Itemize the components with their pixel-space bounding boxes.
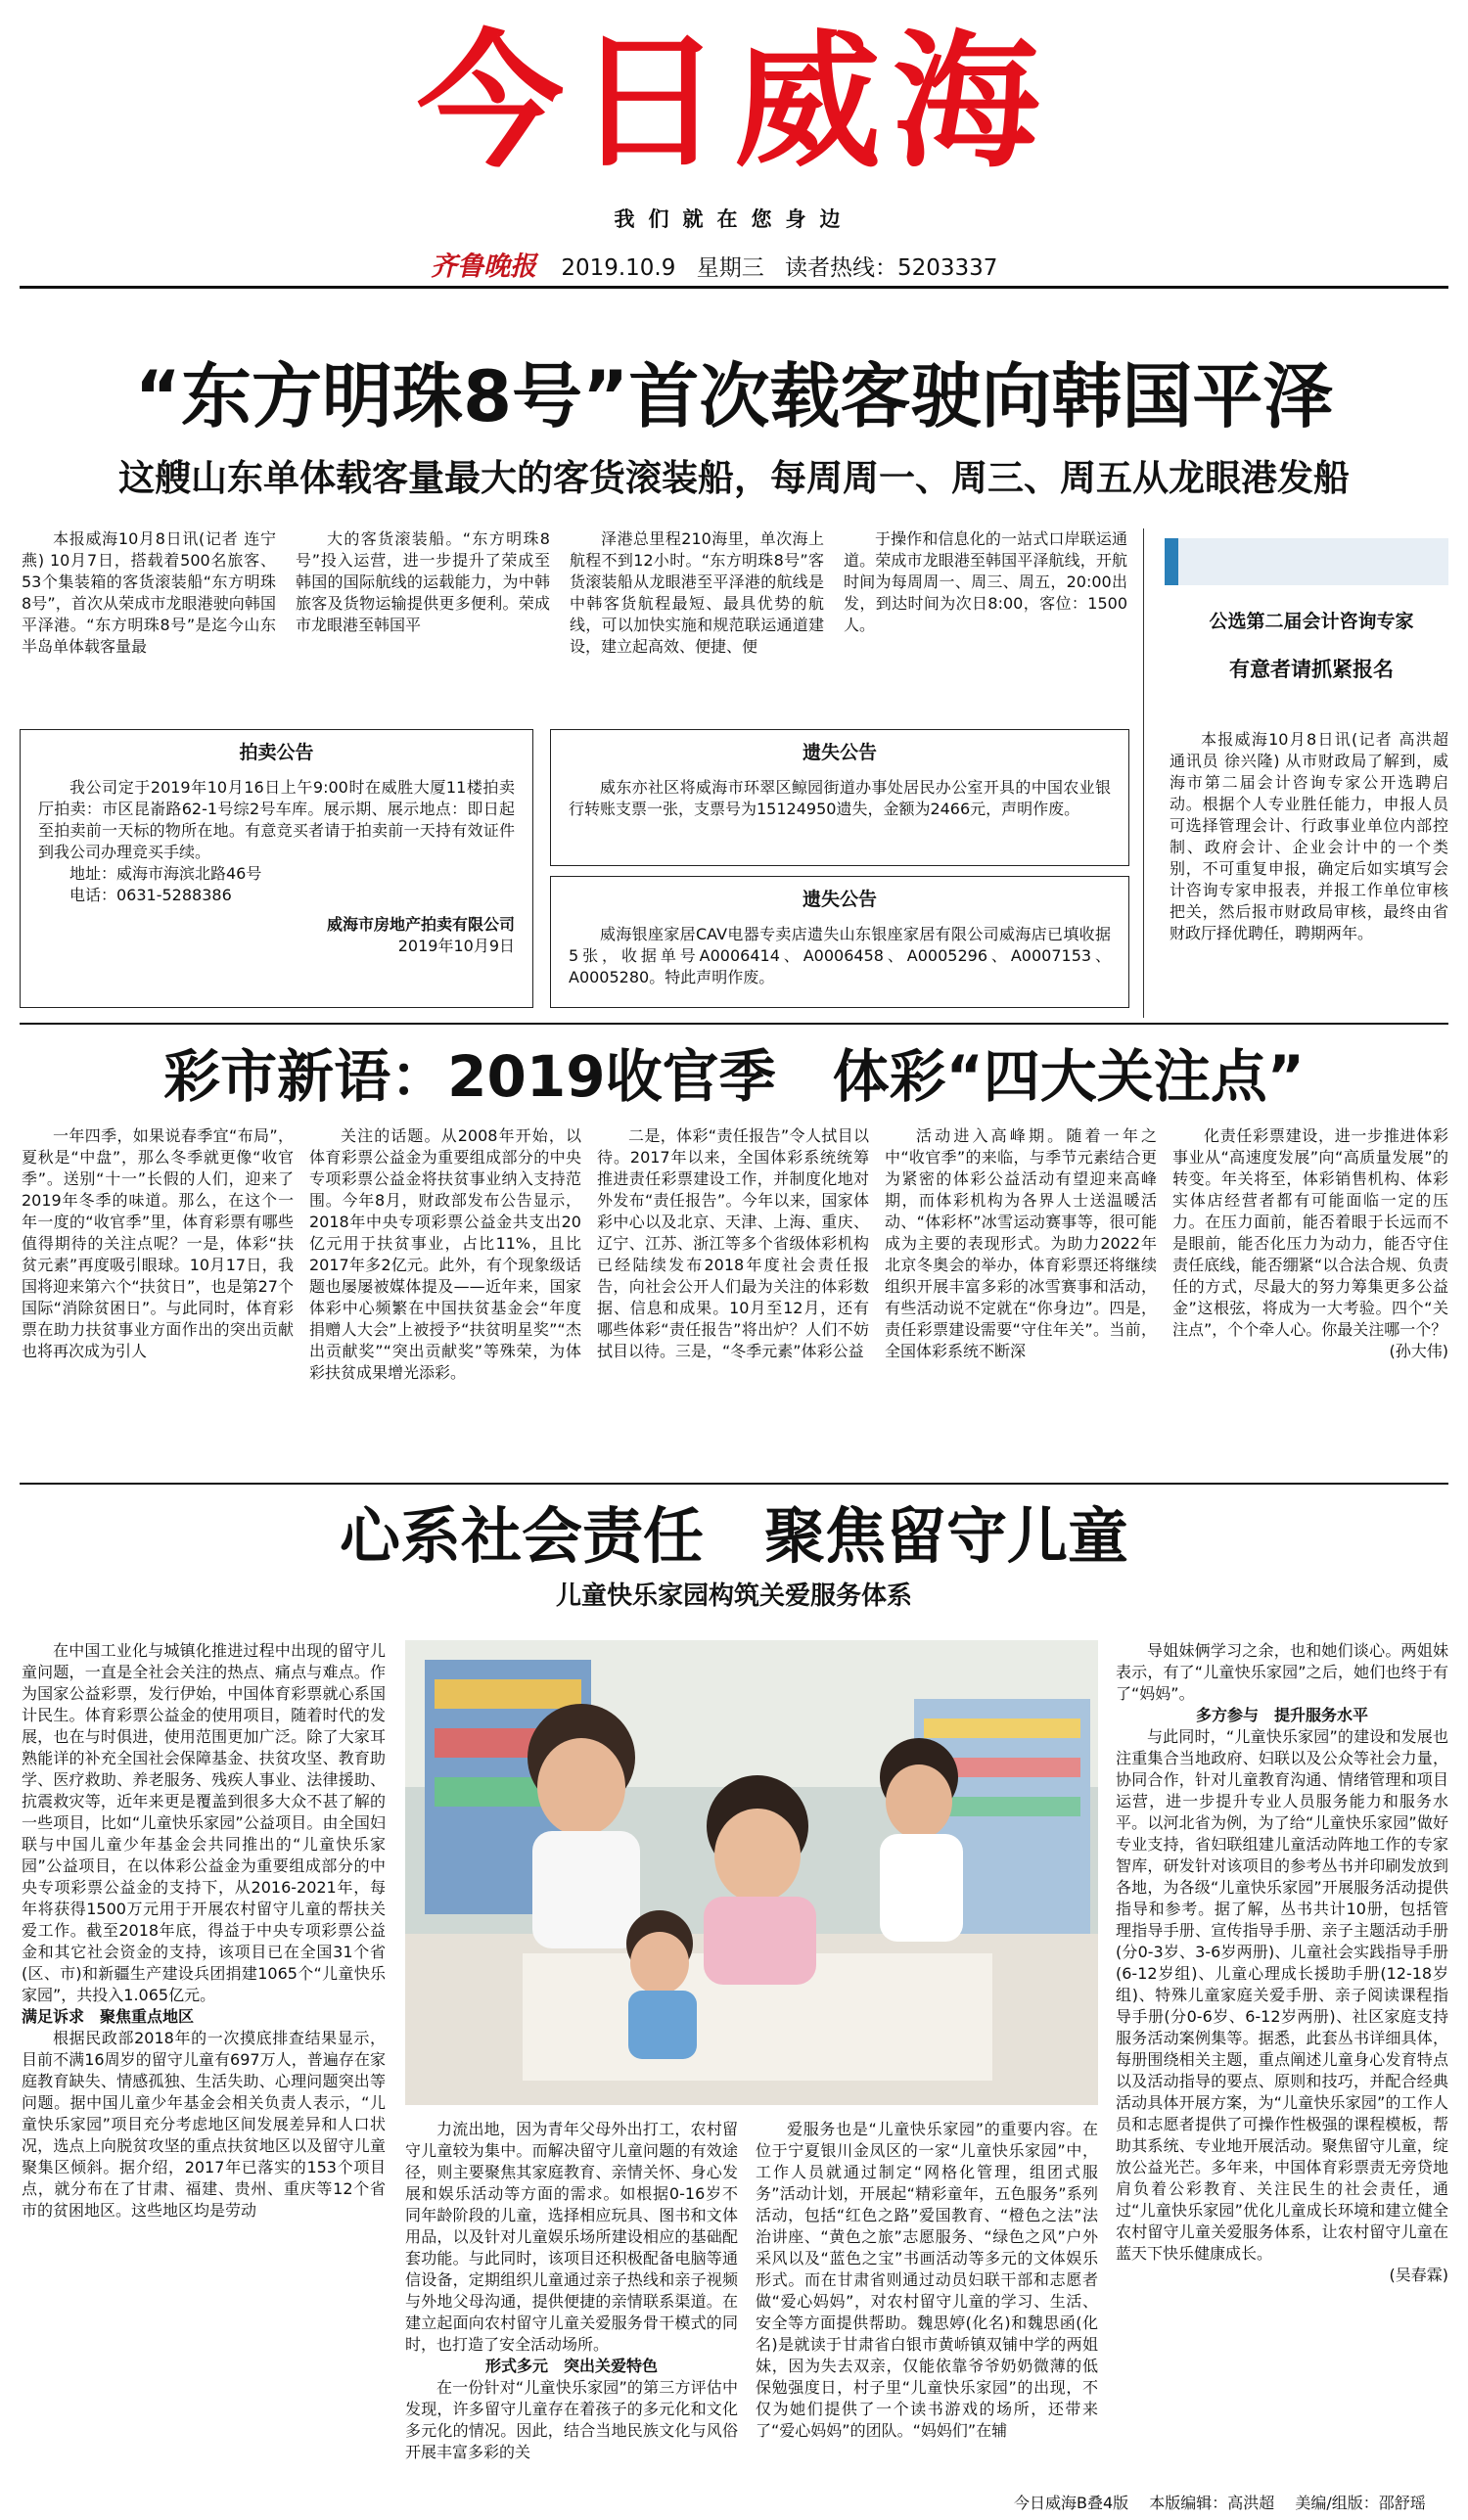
story2-col4: 活动进入高峰期。随着一年之中“收官季”的来临，与季节元素结合更为紧密的体彩公益活动有望迎来高峰期，而体彩机构为各界人士送温暖活动、“体彩杯”冰雪运动赛事等，很可能成为主要的表现形式。为助力2022年北京冬奥会的举办，体育彩票还将继续组织开展丰富多彩的冰雪赛事和活动，有些活动说不定就在“你身边”。四是，责任彩票建设需要“守住年关”。当前，全国体彩系统不断深 bbox=[885, 1126, 1157, 1360]
auction-notice-date: 2019年10月9日 bbox=[397, 937, 515, 955]
story3-col4 bbox=[1116, 1640, 1448, 2286]
lost-notice-2-title: 遗失公告 bbox=[802, 889, 877, 910]
story2-col5 bbox=[1172, 1125, 1448, 1362]
story2-headline: 彩市新语：2019收官季 体彩“四大关注点” bbox=[163, 1043, 1305, 1110]
auction-notice-phone: 电话：0631-5288386 bbox=[69, 886, 232, 904]
section-rule bbox=[20, 1483, 1448, 1485]
issue-weekday: 星期三 bbox=[696, 255, 764, 281]
auction-notice bbox=[20, 729, 533, 1008]
story3-col1 bbox=[22, 1640, 386, 2222]
lost-notice-1 bbox=[550, 729, 1129, 866]
masthead-slogan: 我们就在您身边 bbox=[614, 207, 854, 231]
story2-col2: 关注的话题。从2008年开始，以体育彩票公益金为重要组成部分的中央专项彩票公益金将扶贫事业纳入支持范围。今年8月，财政部发布公告显示，2018年中央专项彩票公益金共支出20亿元用于扶贫事业，占比11%，且比2017年多2亿元。此外，有个现象级话题也屡屡被媒体提及——近年来，国家体彩中心频繁在中国扶贫基金会“年度捐赠人大会”上被授予“扶贫明星奖”“杰出贡献奖”“突出贡献奖”等殊荣，为体彩扶贫成果增光添彩。 bbox=[309, 1126, 581, 1382]
side-story-subtitle: 有意者请抓紧报名 bbox=[1229, 658, 1394, 681]
side-banner bbox=[1165, 538, 1448, 585]
story1-headline: “东方明珠8号”首次载客驶向韩国平泽 bbox=[134, 355, 1334, 437]
story1-col1: 本报威海10月8日讯(记者 连宁燕) 10月7日，搭载着500名旅客、53个集装箱的客货滚装船“东方明珠8号”，首次从荣成市龙眼港驶向韩国平泽港。“东方明珠8号”是迄今山东半岛单体载客量最 bbox=[22, 529, 276, 656]
paper-name: 齐鲁晚报 bbox=[431, 252, 536, 282]
side-story-body: 本报威海10月8日讯(记者 高洪超 通讯员 徐兴隆) 从市财政局了解到，威海市第二届会计咨询专家公开选聘启动。根据个人专业胜任能力，申报人员可选择管理会计、行政事业单位内部控制、政府会计、企业会计中的一个类别，不可重复申报，确定后如实填写会计咨询专家申报表，并报工作单位审核把关，然后报市财政局审核，最终由省财政厅择优聘任，聘期两年。 bbox=[1170, 730, 1448, 942]
reader-hotline: 读者热线：5203337 bbox=[785, 255, 998, 281]
story1-subhead: 这艘山东单体载客量最大的客货滚装船，每周周一、周三、周五从龙眼港发船 bbox=[118, 457, 1350, 499]
children-reading-photo bbox=[405, 1640, 1098, 2105]
section-rule bbox=[20, 1023, 1448, 1025]
story3-col1b-text: 根据民政部2018年的一次摸底排查结果显示，目前不满16周岁的留守儿童有697万人，普遍存在家庭教育缺失、情感孤独、生活失助、心理问题突出等问题。据中国儿童少年基金会相关负责人表示，“儿童快乐家园”项目充分考虑地区间发展差异和人口状况，选点上向脱贫攻坚的重点扶贫地区以及留守儿童聚集区倾斜。据介绍，2017年已落实的153个项目点，就分布在了甘肃、福建、贵州、重庆等12个省市的贫困地区。这些地区均是劳动 bbox=[22, 2029, 386, 2220]
footer-edition: 今日威海B叠4版 bbox=[1014, 2494, 1129, 2512]
story3-col2-section-head: 形式多元 突出关爱特色 bbox=[484, 2357, 658, 2375]
story2-col5-text: 化责任彩票建设，进一步推进体彩事业从“高速度发展”向“高质量发展”的转变。年关将至，体彩销售机构、体彩实体店经营者都有可能面临一定的压力。在压力面前，能否着眼于长远而不是眼前，能否化压力为动力，能否守住责任底线，能否绷紧“以合法合规、负责任的方式，尽最大的努力筹集更多公益金”这根弦，将成为一大考验。四个“关注点”，个个牵人心。你最关注哪一个？ bbox=[1172, 1126, 1448, 1339]
story3-col4a-text: 导姐妹俩学习之余，也和她们谈心。两姐妹表示，有了“儿童快乐家园”之后，她们也终于有了“妈妈”。 bbox=[1116, 1641, 1448, 1703]
story3-col3: 爱服务也是“儿童快乐家园”的重要内容。在位于宁夏银川金凤区的一家“儿童快乐家园”中，工作人员就通过制定“网格化管理，组团式服务”活动计划，开展起“精彩童年，五色服务”系列活动，包括“红色之路”爱国教育、“橙色之法”法治讲座、“黄色之旅”志愿服务、“绿色之风”户外采风以及“蓝色之宝”书画活动等多元的文体娱乐形式。而在甘肃省则通过动员妇联干部和志愿者做“爱心妈妈”，对农村留守儿童的学习、生活、安全等方面提供帮助。魏思婷(化名)和魏思函(化名)是就读于甘肃省白银市黄峤镇双铺中学的两姐妹，因为失去双亲，仅能依靠爷爷奶奶微薄的低保勉强度日，村子里“儿童快乐家园”的出现，不仅为她们提供了一个读书游戏的场所，还带来了“爱心妈妈”的团队。“妈妈们”在辅 bbox=[756, 2120, 1098, 2440]
story1-col2: 大的客货滚装船。“东方明珠8号”投入运营，进一步提升了荣成至韩国的国际航线的运载能力，为中韩旅客及货物运输提供更多便利。荣成市龙眼港至韩国平 bbox=[296, 529, 550, 634]
footer-design: 美编/组版：邵舒瑶 bbox=[1295, 2494, 1426, 2512]
issue-date: 2019.10.9 bbox=[561, 255, 676, 281]
story1-col3: 泽港总里程210海里，单次海上航程不到12小时。“东方明珠8号”客货滚装船从龙眼港至平泽港的航线是中韩客货航程最短、最具优势的航线，可以加快实施和规范联运通道建设，建立起高效、便捷、便 bbox=[570, 529, 824, 656]
story1-col4: 于操作和信息化的一站式口岸联运通道。荣成市龙眼港至韩国平泽航线，开航时间为每周周一、周三、周五，20:00出发，到达时间为次日8:00，客位：1500人。 bbox=[844, 529, 1127, 634]
auction-notice-body: 我公司定于2019年10月16日上午9:00时在威胜大厦11楼拍卖厅拍卖：市区昆嵛路62-1号综2号车库。展示期、展示地点：即日起至拍卖前一天标的物所在地。有意竞买者请于拍卖前一天持有效证件到我公司办理竞买手续。 bbox=[38, 778, 515, 861]
side-story-title: 公选第二届会计咨询专家 bbox=[1209, 611, 1414, 632]
story3-col1-text: 在中国工业化与城镇化推进过程中出现的留守儿童问题，一直是全社会关注的热点、痛点与难点。作为国家公益彩票，发行伊始，中国体育彩票就心系国计民生。体育彩票公益金的使用项目，随着时代的发展，也在与时俱进，使用范围更加广泛。除了大家耳熟能详的补充全国社会保障基金、扶贫攻坚、教育助学、医疗救助、养老服务、残疾人事业、法律援助、抗震救灾等，近年来更是覆盖到很多大众不甚了解的一些项目，比如“儿童快乐家园”公益项目。由全国妇联与中国儿童少年基金会共同推出的“儿童快乐家园”公益项目，在以体彩公益金为重要组成部分的中央专项彩票公益金的支持下，从2016-2021年，每年将获得1500万元用于开展农村留守儿童的帮扶关爱工作。截至2018年底，得益于中央专项彩票公益金和其它社会资金的支持，该项目已在全国31个省(区、市)和新疆生产建设兵团捐建1065个“儿童快乐家园”，共投入1.065亿元。 bbox=[22, 1641, 386, 2004]
story3-author: (吴春霖) bbox=[1389, 2266, 1448, 2284]
auction-notice-company: 威海市房地产拍卖有限公司 bbox=[326, 915, 515, 934]
masthead-rule bbox=[20, 286, 1448, 289]
story3-col4-section-head: 多方参与 提升服务水平 bbox=[1195, 1706, 1368, 1724]
lost-notice-2-body: 威海银座家居CAV电器专卖店遗失山东银座家居有限公司威海店已填收据5张，收据单号A0006414、A0006458、A0005296、A0007153、A0005280。特此声明作废。 bbox=[569, 925, 1111, 986]
story2-author: (孙大伟) bbox=[1389, 1342, 1448, 1360]
story2-col3: 二是，体彩“责任报告”令人拭目以待。2017年以来，全国体彩系统统筹推进责任彩票建设工作，并制度化地对外发布“责任报告”。今年以来，国家体彩中心以及北京、天津、上海、重庆、辽宁、江苏、浙江等多个省级体彩机构已经陆续发布2018年度社会责任报告，向社会公开人们最为关注的体彩数据、信息和成果。10月至12月，还有哪些体彩“责任报告”将出炉？人们不妨拭目以待。三是，“冬季元素”体彩公益 bbox=[597, 1126, 869, 1360]
column-divider bbox=[1143, 528, 1144, 1018]
auction-notice-address: 地址：威海市海滨北路46号 bbox=[69, 864, 262, 883]
lost-notice-1-title: 遗失公告 bbox=[802, 742, 877, 763]
footer-editor: 本版编辑：高洪超 bbox=[1149, 2494, 1275, 2512]
story3-col2-text: 力流出地，因为青年父母外出打工，农村留守儿童较为集中。而解决留守儿童问题的有效途径，则主要聚焦其家庭教育、亲情关怀、身心发展和娱乐活动等方面的需求。如根据0-16岁不同年龄阶段的儿童，选择相应玩具、图书和文体用品，以及针对儿童娱乐场所建设相应的基础配套功能。与此同时，该项目还积极配备电脑等通信设备，定期组织儿童通过亲子热线和亲子视频与外地父母沟通，提供便捷的亲情联系渠道。在建立起面向农村留守儿童关爱服务骨干模式的同时，也打造了安全活动场所。 bbox=[405, 2120, 738, 2354]
page-footer bbox=[998, 2491, 1426, 2513]
story3-subhead: 儿童快乐家园构筑关爱服务体系 bbox=[555, 1581, 912, 1611]
story3-col1-section-head: 满足诉求 聚焦重点地区 bbox=[22, 2007, 195, 2026]
story2-col1: 一年四季，如果说春季宜“布局”，夏秋是“中盘”，那么冬季就更像“收官季”。送别“十一”长假的人们，迎来了2019年冬季的味道。那么，在这个一年一度的“收官季”里，体育彩票有哪些值得期待的关注点呢？一是，体彩“扶贫元素”再度吸引眼球。10月17日，我国将迎来第六个“扶贫日”，也是第27个国际“消除贫困日”。与此同时，体育彩票在助力扶贫事业方面作出的突出贡献也将再次成为引人 bbox=[22, 1126, 294, 1360]
masthead-title: 今日威海 bbox=[416, 18, 1051, 188]
story3-col4-text: 与此同时，“儿童快乐家园”的建设和发展也注重集合当地政府、妇联以及公众等社会力量，协同合作，针对儿童教育沟通、情绪管理和项目运营，进一步提升专业人员服务能力和服务水平。以河北省为例，为了给“儿童快乐家园”做好专业支持，省妇联组建儿童活动阵地工作的专家智库，研发针对该项目的参考丛书并印刷发放到各地，为各级“儿童快乐家园”开展服务活动提供指导和参考。据了解，丛书共计10册，包括管理指导手册、宣传指导手册、亲子主题活动手册(分0-3岁、3-6岁两册)、儿童社会实践指导手册(6-12岁组)、儿童心理成长援助手册(12-18岁组)、特殊儿童家庭关爱手册、亲子阅读课程指导手册(分0-6岁、6-12岁两册)、社区家庭支持服务活动案例集等。据悉，此套丛书详细具体，每册围绕相关主题，重点阐述儿童身心发育特点以及活动指导的要点、原则和技巧，并配合经典活动具体开展方案，为“儿童快乐家园”的工作人员和志愿者提供了可操作性极强的课程模板，帮助其系统、专业地开展活动。聚焦留守儿童，绽放公益光芒。多年来，中国体育彩票责无旁贷地肩负着公彩教育、关注民生的社会责任，通过“儿童快乐家园”优化儿童成长环境和建立健全农村留守儿童关爱服务体系，让农村留守儿童在蓝天下快乐健康成长。 bbox=[1116, 1727, 1448, 2263]
lost-notice-2 bbox=[550, 876, 1129, 1008]
dateline bbox=[431, 245, 1011, 283]
story3-col2 bbox=[405, 2119, 738, 2463]
auction-notice-title: 拍卖公告 bbox=[239, 742, 314, 763]
story3-col2b-text: 在一份针对“儿童快乐家园”的第三方评估中发现，许多留守儿童存在着孩子的多元化和文化多元化的情况。因此，结合当地民族文化与风俗开展丰富多彩的关 bbox=[405, 2378, 738, 2461]
lost-notice-1-body: 威东亦社区将威海市环翠区鲸园街道办事处居民办公室开具的中国农业银行转账支票一张，支票号为15124950遗失，金额为2466元，声明作废。 bbox=[569, 778, 1111, 818]
story3-headline: 心系社会责任 聚焦留守儿童 bbox=[339, 1500, 1128, 1572]
